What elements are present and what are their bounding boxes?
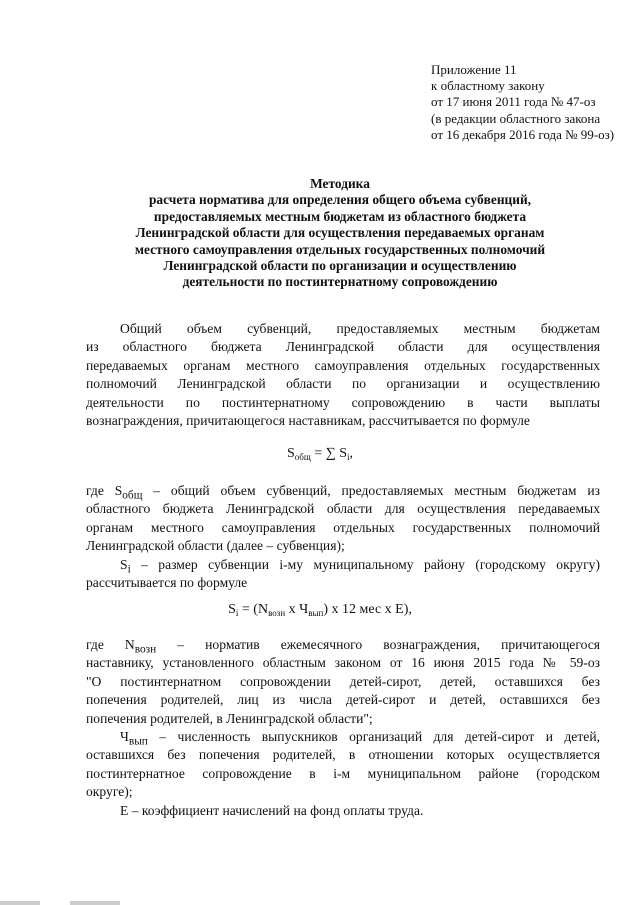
ch-line: округе);	[86, 784, 133, 800]
ch-line: оставшихся без попечения родителей, в отношении которых осуществляется	[86, 747, 600, 763]
where2-line: попечения родителей, в Ленинградской области";	[86, 710, 373, 726]
si-line: $S_i$ – размер субвенции i-му муниципальному району (городскому округу)	[120, 557, 600, 576]
appendix-line: к областному закону	[431, 78, 545, 94]
intro-paragraph	[86, 320, 600, 430]
ch-definition	[86, 728, 600, 802]
intro-line: деятельности по постинтернатному сопровождению в части выплаты	[86, 394, 600, 410]
formula-total	[0, 446, 640, 462]
ch-line: $Ч_{вып}$ – численность выпускников организаций для детей-сирот и детей,	[120, 729, 600, 748]
title-line: Ленинградской области по организации и осуществлению	[163, 258, 517, 274]
title-line: местного самоуправления отдельных государственных полномочий	[134, 241, 546, 257]
formula-subvention: $S_i = (N_{возн}$ x $Ч_{вып}$) x 12 мес x E),	[228, 602, 412, 618]
document-title	[60, 176, 620, 291]
formula-lhs: S	[287, 446, 295, 461]
where-line: где $S_{общ}$ – общий объем субвенций, предоставляемых местным бюджетам из	[86, 483, 600, 502]
where-line: Ленинградской области (далее – субвенция);	[86, 538, 345, 554]
where2-line: где $N_{возн}$ – норматив ежемесячного вознаграждения, причитающегося	[86, 637, 600, 656]
e-definition	[86, 802, 600, 820]
where-line: органам местного самоуправления отдельных государственных полномочий	[86, 519, 600, 535]
title-line: расчета норматива для определения общего объема субвенций,	[148, 192, 532, 208]
where-total-paragraph	[86, 482, 600, 556]
title-line: Ленинградской области для осуществления передаваемых органам	[135, 225, 545, 241]
title-line: предоставляемых местным бюджетам из областного бюджета	[153, 208, 527, 224]
title-line: Методика	[310, 176, 370, 191]
appendix-header	[431, 62, 636, 143]
where2-line: наставнику, установленного областным законом от 16 июня 2015 года № 59-оз	[86, 655, 600, 671]
formula-lhs-sub: общ	[294, 452, 311, 462]
appendix-line: (в редакции областного закона	[431, 110, 601, 126]
title-line: деятельности по постинтернатному сопровождению	[182, 274, 498, 290]
ch-line: постинтернатное сопровождение в i-м муниципальном районе (городском	[86, 765, 600, 781]
intro-line: вознаграждения, причитающегося наставникам, рассчитывается по формуле	[86, 412, 530, 428]
formula-rhs: = ∑ S	[310, 446, 347, 461]
scan-edge-mark	[0, 901, 640, 905]
intro-line: Общий объем субвенций, предоставляемых местным бюджетам	[120, 321, 600, 336]
where2-line: попечения родителей, лиц из числа детей-сирот и детей, оставшихся без	[86, 692, 600, 708]
e-line: E – коэффициент начислений на фонд оплаты труда.	[120, 803, 424, 818]
si-line: рассчитывается по формуле	[86, 575, 248, 591]
appendix-line: от 17 июня 2011 года № 47-оз	[431, 94, 596, 110]
formula-tail: ,	[349, 446, 353, 461]
intro-line: передаваемых органам местного самоуправления отдельных государственных	[86, 357, 600, 373]
formula-rhs-sub: i	[346, 452, 350, 462]
intro-line: полномочий Ленинградской области по организации и осуществлению	[86, 376, 600, 392]
where2-line: "О постинтернатном сопровождении детей-сирот, детей, оставшихся без	[86, 673, 600, 689]
si-definition	[86, 556, 600, 593]
appendix-line: Приложение 11	[431, 62, 517, 77]
appendix-line: от 16 декабря 2016 года № 99-оз)	[431, 126, 615, 142]
where-line: областного бюджета Ленинградской области для осуществления передаваемых	[86, 501, 600, 517]
intro-line: из областного бюджета Ленинградской области для осуществления	[86, 339, 600, 355]
where-subvention-paragraph	[86, 636, 600, 728]
